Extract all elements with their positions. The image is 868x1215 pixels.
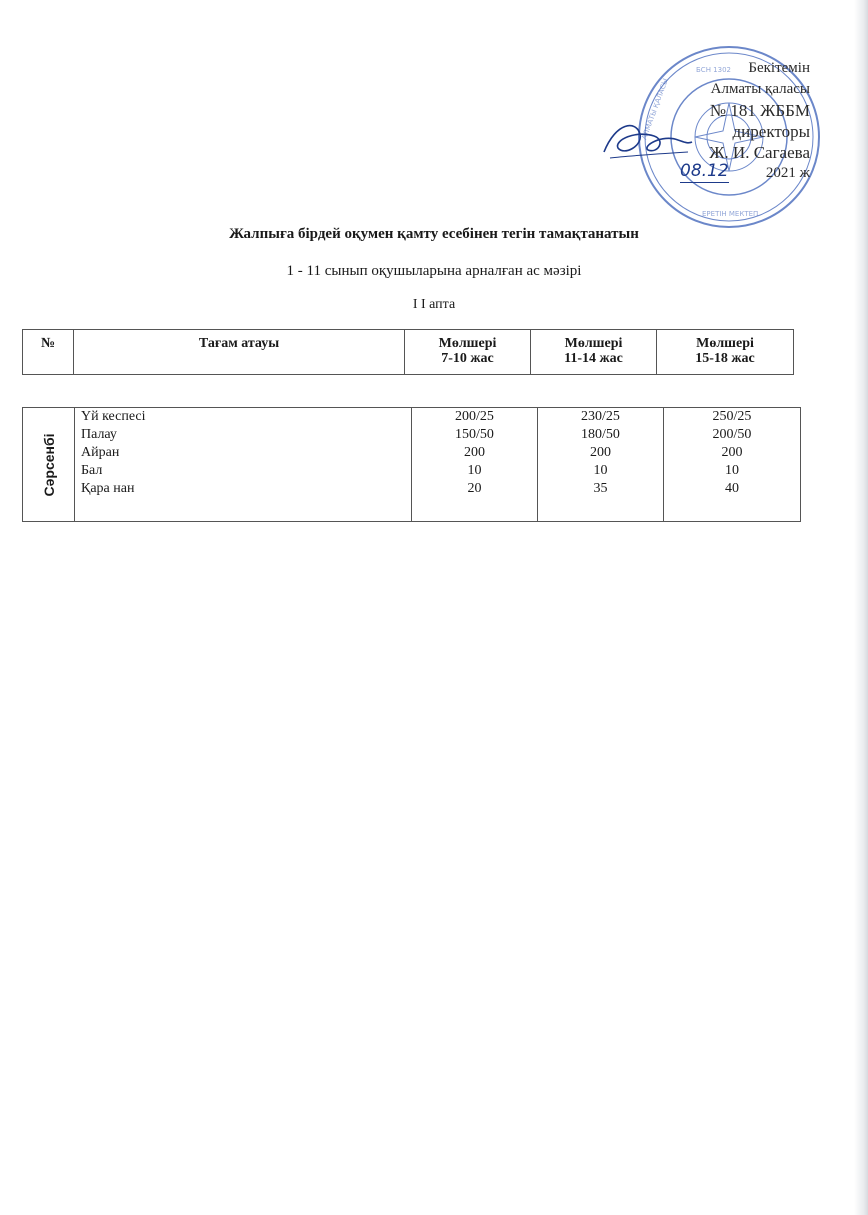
portion-value: 230/25	[581, 409, 620, 424]
portion-value: 10	[593, 463, 608, 478]
svg-text:БСН 1302: БСН 1302	[696, 66, 731, 74]
portion-value: 250/25	[712, 409, 752, 424]
portion-value: 200	[721, 445, 743, 460]
portion-value: 35	[593, 481, 608, 496]
approval-line-5: Ж. И. Сагаева	[709, 143, 810, 162]
header-portion-11-14: Мөлшері 11-14 жас	[531, 330, 657, 375]
portion-value: 200	[590, 445, 611, 460]
header-number: №	[23, 330, 74, 375]
day-cell	[23, 408, 75, 522]
portion-value: 40	[725, 481, 739, 496]
menu-header-table	[22, 329, 794, 375]
approval-block	[640, 58, 810, 184]
approval-year: 2021 ж	[765, 165, 810, 181]
menu-body-table	[22, 407, 801, 522]
portion-7-10-cell	[412, 408, 538, 522]
day-label: Сәрсенбі	[40, 432, 57, 497]
approval-line-4: директоры	[732, 122, 810, 141]
approval-line-1: Бекітемін	[748, 60, 810, 76]
approval-line-3: № 181 ЖББМ	[709, 101, 810, 120]
portion-value: 10	[725, 463, 739, 478]
document-subtitle: 1 - 11 сынып оқушыларына арналған ас мәзірі	[286, 263, 582, 279]
portion-15-18-cell	[664, 408, 801, 522]
portion-value: 180/50	[581, 427, 620, 442]
portion-value: 200	[464, 445, 485, 460]
header-portion-15-18: Мөлшері 15-18 жас	[657, 330, 794, 375]
week-label: I I апта	[412, 297, 456, 312]
dish-name: Палау	[81, 427, 117, 442]
approval-date	[640, 163, 810, 184]
svg-text:АЛМАТЫ ҚАЛАСЫ: АЛМАТЫ ҚАЛАСЫ	[640, 77, 670, 141]
portion-value: 20	[467, 481, 482, 496]
portion-11-14-cell	[538, 408, 664, 522]
svg-text:ЕРЕТІН МЕКТЕП: ЕРЕТІН МЕКТЕП	[702, 210, 759, 218]
portion-value: 150/50	[455, 427, 494, 442]
document-title: Жалпыға бірдей оқумен қамту есебінен тегін тамақтанатын	[229, 226, 639, 242]
portion-value: 200/50	[712, 427, 752, 442]
approval-line-2: Алматы қаласы	[710, 81, 810, 97]
menu-row	[23, 408, 801, 522]
header-dish-name: Тағам атауы	[74, 330, 405, 375]
header-portion-7-10: Мөлшері 7-10 жас	[405, 330, 531, 375]
dish-name: Қара нан	[81, 481, 135, 496]
approval-handwritten-date: 08.12	[680, 161, 729, 181]
portion-value: 10	[467, 463, 482, 478]
dish-names-cell	[75, 408, 412, 522]
portion-value: 200/25	[455, 409, 494, 424]
dish-name: Айран	[81, 445, 120, 460]
dish-name: Үй кеспесі	[81, 409, 146, 424]
dish-name: Бал	[81, 463, 103, 478]
header-row	[23, 330, 794, 375]
